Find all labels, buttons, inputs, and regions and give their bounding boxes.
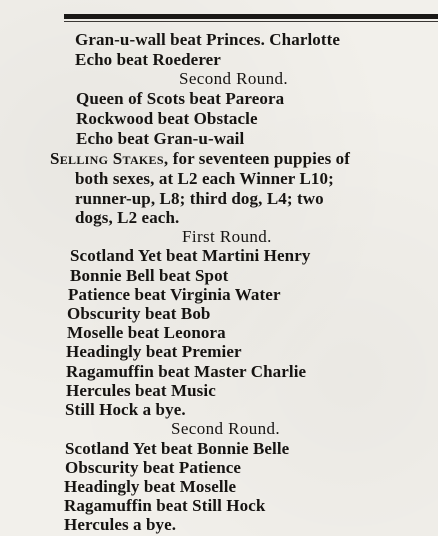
result-line: Hercules a bye. xyxy=(64,515,177,534)
result-line: Obscurity beat Patience xyxy=(65,458,242,477)
stakes-title: Selling Stakes, xyxy=(50,149,169,168)
stakes-line-1 xyxy=(50,149,350,168)
stakes-line-2: both sexes, at L2 each Winner L10; xyxy=(75,169,334,188)
round-heading: First Round. xyxy=(182,227,272,246)
result-line: Echo beat Gran-u-wail xyxy=(76,129,245,148)
column-rule xyxy=(64,14,438,19)
round-heading: Second Round. xyxy=(179,69,289,88)
result-line: Headingly beat Premier xyxy=(66,342,242,361)
result-line: Bonnie Bell beat Spot xyxy=(70,266,229,285)
column-rule-thin xyxy=(64,21,438,22)
result-line: Headingly beat Moselle xyxy=(64,477,237,496)
round-heading: Second Round. xyxy=(171,419,281,438)
result-line: Echo beat Roederer xyxy=(75,50,221,69)
result-line: Patience beat Virginia Water xyxy=(68,285,281,304)
stakes-description: for seventeen puppies of xyxy=(172,149,351,168)
result-line: Scotland Yet beat Bonnie Belle xyxy=(65,439,290,458)
result-line: Still Hock a bye. xyxy=(65,400,186,419)
result-line: Ragamuffin beat Still Hock xyxy=(64,496,266,515)
result-line: Gran-u-wall beat Princes. Charlotte xyxy=(75,30,341,49)
result-line: Obscurity beat Bob xyxy=(67,304,211,323)
stakes-line-3: runner-up, L8; third dog, L4; two xyxy=(75,189,324,208)
stakes-line-4: dogs, L2 each. xyxy=(75,208,180,227)
result-line: Rockwood beat Obstacle xyxy=(76,109,258,128)
result-line: Moselle beat Leonora xyxy=(67,323,226,342)
result-line: Ragamuffin beat Master Charlie xyxy=(66,362,307,381)
result-line: Hercules beat Music xyxy=(66,381,216,400)
result-line: Queen of Scots beat Pareora xyxy=(76,89,285,108)
result-line: Scotland Yet beat Martini Henry xyxy=(70,246,311,265)
